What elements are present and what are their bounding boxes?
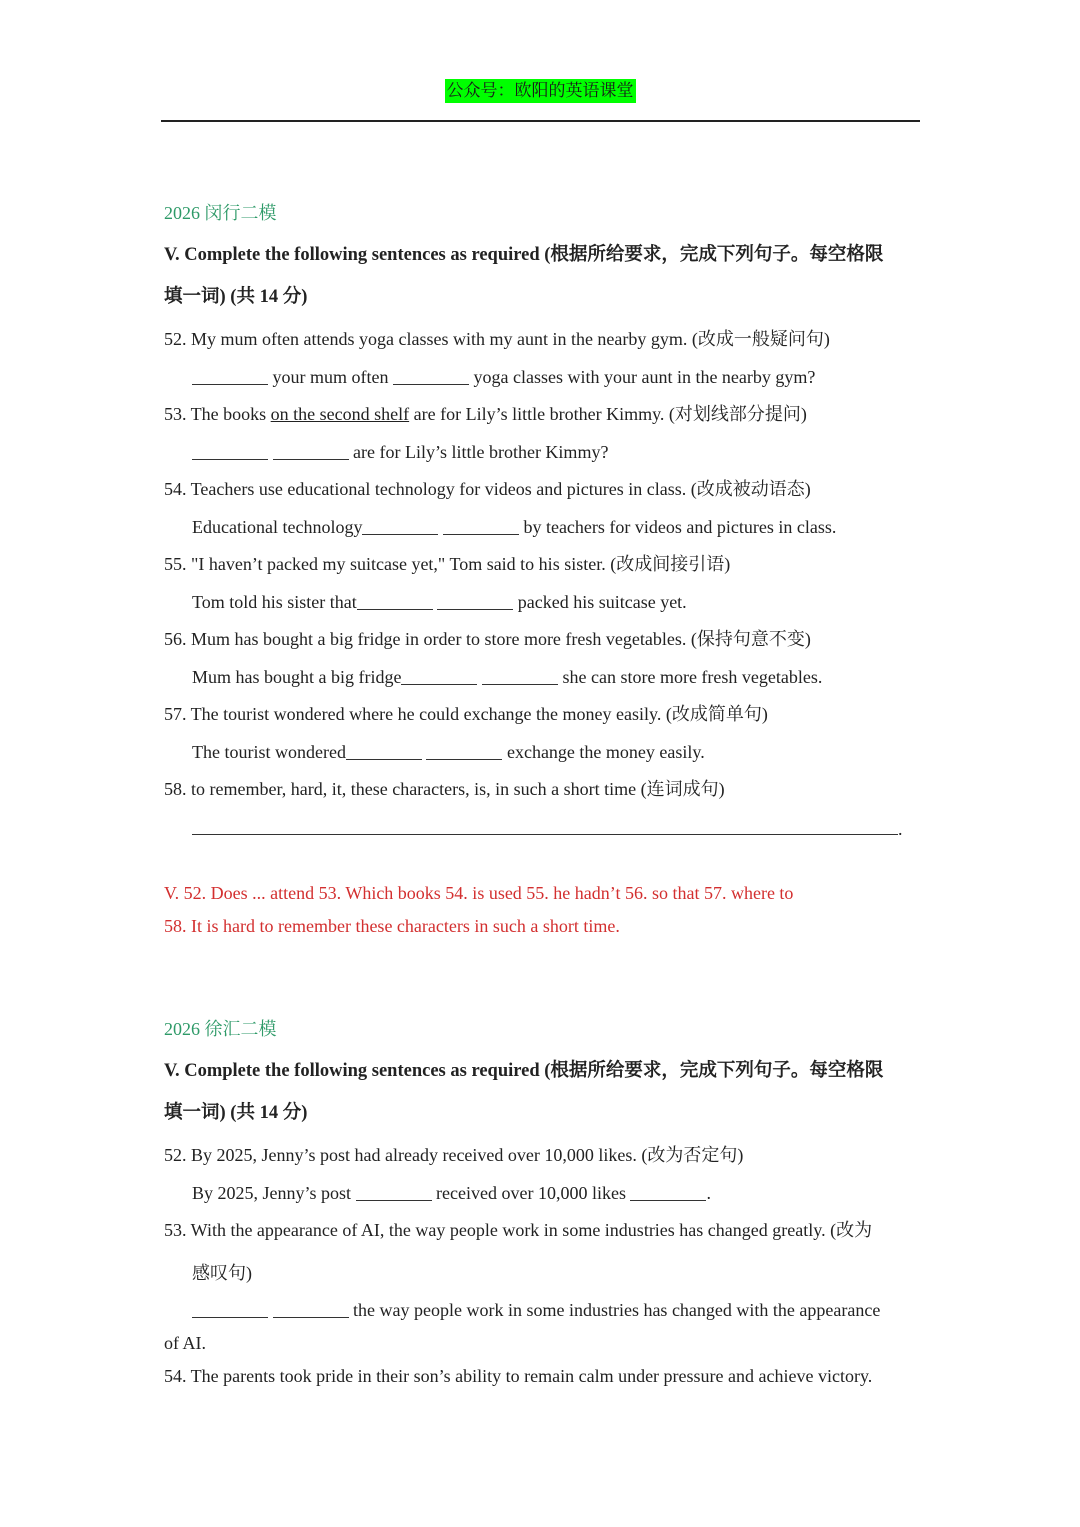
blank[interactable] — [362, 516, 438, 535]
blank[interactable] — [192, 366, 268, 385]
answer-key: V. 52. Does ... attend 53. Which books 54. is used 55. he hadn’t 56. so that 57. where to — [164, 883, 794, 903]
question-58: 58. to remember, hard, it, these characters, is, in such a short time (连词成句) — [164, 779, 725, 799]
blank[interactable] — [443, 516, 519, 535]
blank[interactable] — [401, 666, 477, 685]
answer-text: Educational technology — [192, 517, 363, 537]
answer-line-52 — [192, 1181, 711, 1205]
section-title: 2026 徐汇二模 — [164, 1019, 277, 1039]
blank[interactable] — [346, 741, 422, 760]
blank[interactable] — [273, 1299, 349, 1318]
instruction: V. Complete the following sentences as required (根据所给要求，完成下列句子。每空格限 — [164, 245, 884, 265]
question-53-cont: 感叹句) — [192, 1263, 252, 1283]
section-title: 2026 闵行二模 — [164, 203, 277, 223]
header — [0, 76, 1080, 101]
question-54: 54. Teachers use educational technology for videos and pictures in class. (改成被动语态) — [164, 479, 811, 499]
answer-line-57 — [192, 740, 705, 764]
header-rule — [161, 120, 920, 122]
answer-text: Mum has bought a big fridge — [192, 667, 402, 687]
answer-line-58 — [192, 816, 903, 841]
question-52: 52. My mum often attends yoga classes with my aunt in the nearby gym. (改成一般疑问句) — [164, 329, 830, 349]
answer-text: by teachers for videos and pictures in class. — [523, 517, 837, 537]
question-text: 53. The books — [164, 404, 271, 424]
answer-line-54 — [192, 515, 836, 539]
answer-text: received over 10,000 likes — [436, 1183, 626, 1203]
answer-line-55 — [192, 590, 687, 614]
answer-line-53-cont: of AI. — [164, 1333, 206, 1353]
answer-text: she can store more fresh vegetables. — [562, 667, 823, 687]
blank[interactable] — [393, 366, 469, 385]
blank[interactable] — [192, 441, 268, 460]
blank[interactable] — [357, 591, 433, 610]
question-53: 53. With the appearance of AI, the way people work in some industries has changed greatly. (改为 — [164, 1220, 873, 1240]
answer-key-cont: 58. It is hard to remember these characters in such a short time. — [164, 916, 620, 936]
question-56: 56. Mum has bought a big fridge in order to store more fresh vegetables. (保持句意不变) — [164, 629, 811, 649]
instruction: V. Complete the following sentences as required (根据所给要求，完成下列句子。每空格限 — [164, 1061, 884, 1081]
account-label: 公众号：欧阳的英语课堂 — [446, 81, 634, 101]
answer-text: are for Lily’s little brother Kimmy? — [353, 442, 609, 462]
answer-text: your mum often — [272, 367, 389, 387]
question-57: 57. The tourist wondered where he could exchange the money easily. (改成简单句) — [164, 704, 768, 724]
blank[interactable] — [437, 591, 513, 610]
question-55: 55. "I haven’t packed my suitcase yet," Tom said to his sister. (改成间接引语) — [164, 554, 731, 574]
blank[interactable] — [192, 1299, 268, 1318]
instruction-cont: 填一词) (共 14 分) — [164, 1103, 308, 1123]
answer-text: Tom told his sister that — [192, 592, 357, 612]
blank[interactable] — [356, 1182, 432, 1201]
blank[interactable] — [426, 741, 502, 760]
answer-text: exchange the money easily. — [506, 742, 705, 762]
answer-line-53 — [192, 440, 608, 464]
question-52: 52. By 2025, Jenny’s post had already received over 10,000 likes. (改为否定句) — [164, 1145, 744, 1165]
answer-text: . — [898, 819, 903, 839]
question-54: 54. The parents took pride in their son’s ability to remain calm under pressure and achieve victory. — [164, 1366, 873, 1386]
underlined-phrase: on the second shelf — [270, 404, 410, 424]
question-53 — [164, 402, 807, 426]
blank[interactable] — [482, 666, 558, 685]
answer-line-56 — [192, 665, 822, 689]
question-text: are for Lily’s little brother Kimmy. (对划线部分提问) — [409, 404, 807, 424]
answer-text: packed his suitcase yet. — [517, 592, 687, 612]
instruction-cont: 填一词) (共 14 分) — [164, 287, 308, 307]
answer-line-52 — [192, 365, 815, 389]
answer-text: By 2025, Jenny’s post — [192, 1183, 352, 1203]
answer-text: the way people work in some industries has changed with the appearance — [353, 1300, 881, 1320]
answer-text: . — [706, 1183, 711, 1203]
answer-text: yoga classes with your aunt in the nearby gym? — [473, 367, 816, 387]
blank[interactable] — [630, 1182, 706, 1201]
answer-line-53 — [192, 1298, 880, 1322]
blank[interactable] — [273, 441, 349, 460]
answer-text: The tourist wondered — [192, 742, 346, 762]
long-blank[interactable] — [192, 816, 898, 835]
